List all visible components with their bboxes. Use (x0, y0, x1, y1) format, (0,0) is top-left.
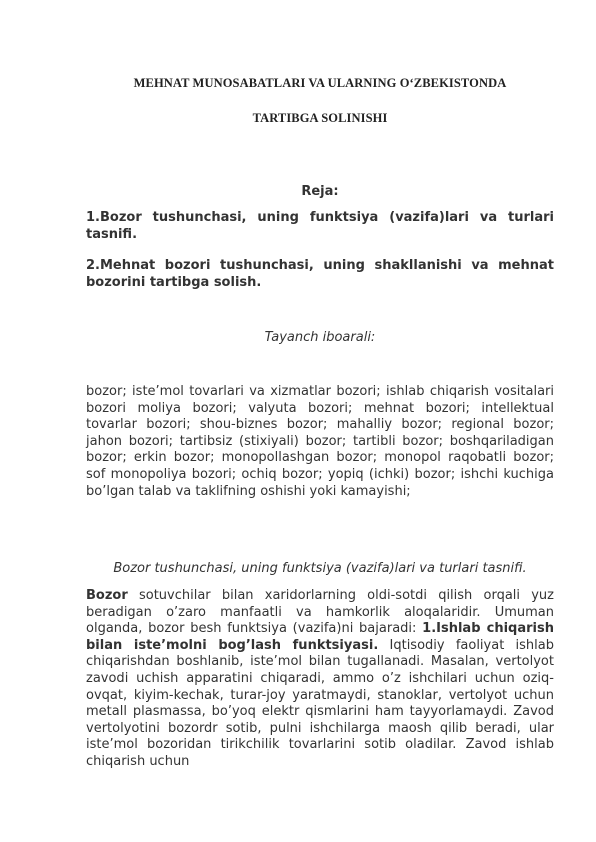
document-title-line-2: TARTIBGA SOLINISHI (252, 111, 388, 125)
document-title-line-1: MEHNAT MUNOSABATLARI VA ULARNING O‘ZBEKISTONDA (133, 76, 507, 90)
keywords-paragraph: bozor; iste’mol tovarlari va xizmatlar bozori; ishlab chiqarish vositalari bozori moliya bozori; valyuta bozori; mehnat bozori; intellektual tovarlar bozori; shou-biznes bozor; mahalliy bozor; regional bozor; jahon bozori; tartibsiz (stixiyali) bozor; tartibli bozor; boshqariladigan bozor; erkin bozor; monopollashgan bozor; monopol raqobatli bozor; sof monopoliya bozori; ochiq bozor; yopiq (ichki) bozor; ishchi kuchiga bo’lgan talab va taklifning oshishi yoki kamayishi; (86, 384, 554, 499)
paragraph-text-2: Iqtisodiy faoliyat ishlab chiqarishdan boshlanib, iste’mol bilan tugallanadi. Masalan, vertolyot zavodi uchish apparatini chiqaradi, ammo o’z ishchilari uchun oziq-ovqat, kiyim-kechak, turar-joy yaratmaydi, stanoklar, vertolyot uchun metall plasmassa, bo’yoq elektr qismlarini ham tayyorlamaydi. Zavod vertolyotini bozordr sotib, pulni ishchilarga maosh qilib beradi, ular iste’mol bozoridan tirikchilik tovarlarini sotib oladilar. Zavod ishlab chiqarish uchun (86, 637, 554, 769)
bold-term-bozor: Bozor (86, 588, 128, 603)
body-paragraph (86, 588, 554, 771)
section-heading: Bozor tushunchasi, uning funktsiya (vazifa)lari va turlari tasnifi. (113, 561, 527, 576)
bold-function-1: 1.Ishlab chiqarish bilan iste’molni bog’lash funktsiyasi. (86, 621, 554, 653)
plan-item-2: 2.Mehnat bozori tushunchasi, uning shakllanishi va mehnat bozorini tartibga solish. (86, 258, 554, 290)
plan-heading: Reja: (301, 184, 339, 199)
paragraph-text-1: sotuvchilar bilan xaridorlarning oldi-sotdi qilish orqali yuz beradigan o’zaro manfaatli va hamkorlik aloqalaridir. Umuman olganda, bozor besh funktsiya (vazifa)ni bajaradi: (86, 588, 554, 637)
keywords-heading: Tayanch iboarali: (264, 330, 376, 345)
plan-item-1: 1.Bozor tushunchasi, uning funktsiya (vazifa)lari va turlari tasnifi. (86, 210, 554, 242)
